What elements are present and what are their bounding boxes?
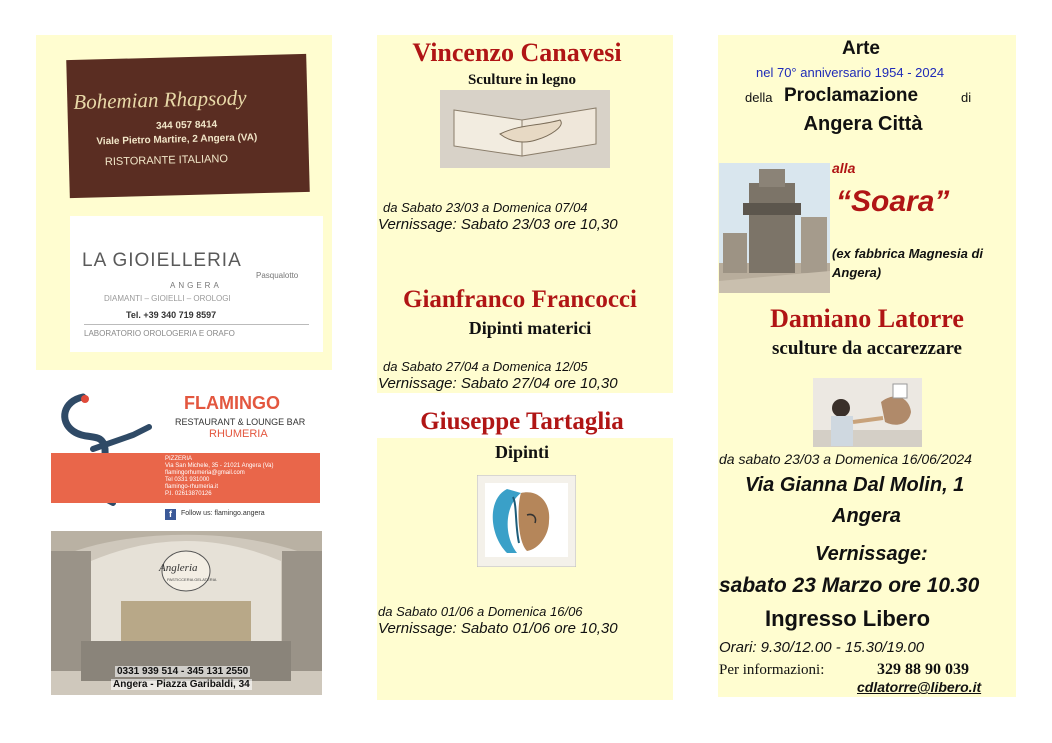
anniversary: nel 70° anniversario 1954 - 2024 <box>756 65 945 80</box>
angleria-phones: 0331 939 514 - 345 131 2550 <box>117 666 249 677</box>
info-label: Per informazioni: <box>719 662 825 678</box>
orari: Orari: 9.30/12.00 - 15.30/19.00 <box>719 639 925 656</box>
gioielleria-phone: Tel. +39 340 719 8597 <box>126 310 217 320</box>
vernissage-label: Vernissage: <box>815 543 928 565</box>
gioielleria-owner: Pasqualotto <box>256 271 299 280</box>
flamingo-follow: Follow us: flamingo.angera <box>181 510 265 517</box>
soara: “Soara” <box>836 185 950 218</box>
angleria-sub: PASTICCERIA GELATERIA <box>167 577 217 582</box>
ad-la-gioielleria <box>70 216 323 352</box>
gioielleria-lab: LABORATORIO OROLOGERIA E ORAFO <box>84 329 235 338</box>
artist2-dates: da Sabato 27/04 a Domenica 12/05 <box>383 359 588 374</box>
artist1-artwork <box>440 90 610 168</box>
venue-city: Angera <box>832 505 901 527</box>
contact-email[interactable]: cdlatorre@libero.it <box>857 679 982 695</box>
flamingo-name: FLAMINGO <box>184 393 280 413</box>
ex-fabbrica: (ex fabbrica Magnesia di Angera) <box>832 246 983 280</box>
ad-flamingo <box>51 383 320 528</box>
info-phone: 329 88 90 039 <box>877 661 969 678</box>
bohemian-address: Viale Pietro Martire, 2 Angera (VA) <box>96 132 258 148</box>
flamingo-info-line: PIZZERIA <box>165 456 193 462</box>
artist2-subtitle: Dipinti materici <box>468 318 592 338</box>
flamingo-line1: RESTAURANT & LOUNGE BAR <box>175 417 306 427</box>
damiano-name: Damiano Latorre <box>770 304 964 333</box>
flamingo-info <box>165 456 274 498</box>
flamingo-info-line: Via San Michele, 35 - 21021 Angera (Va) <box>165 463 274 469</box>
proclamazione: Proclamazione <box>784 85 919 106</box>
artist3-artwork <box>477 475 576 567</box>
damiano-dates: da sabato 23/03 a Domenica 16/06/2024 <box>719 451 972 467</box>
artist3-name: Giuseppe Tartaglia <box>420 408 624 435</box>
arte-title: Arte <box>841 38 880 59</box>
bohemian-name: Bohemian Rhapsody <box>73 85 247 114</box>
ad-angleria <box>51 531 322 695</box>
damiano-artwork <box>813 378 922 447</box>
artist1-vernissage: Vernissage: Sabato 23/03 ore 10,30 <box>378 216 618 233</box>
artist3-subtitle: Dipinti <box>494 442 550 462</box>
facebook-icon: f <box>165 509 176 520</box>
ingresso-libero: Ingresso Libero <box>765 606 931 631</box>
angleria-address: Angera - Piazza Garibaldi, 34 <box>113 679 250 690</box>
ad-bohemian-rhapsody <box>66 54 310 198</box>
venue-address: Via Gianna Dal Molin, 1 <box>745 474 965 496</box>
flamingo-info-line: P.I. 02613870126 <box>165 491 212 497</box>
gioielleria-services: DIAMANTI – GIOIELLI – OROLOGI <box>104 294 231 303</box>
vernissage-date: sabato 23 Marzo ore 10.30 <box>719 574 980 597</box>
soara-photo <box>719 163 830 293</box>
artist3-dates: da Sabato 01/06 a Domenica 16/06 <box>378 604 583 619</box>
flamingo-info-line: flamingorhumeria@gmail.com <box>165 470 245 476</box>
artist1-subtitle: Sculture in legno <box>467 72 577 88</box>
gioielleria-city: ANGERA <box>170 281 222 290</box>
artist1-name: Vincenzo Canavesi <box>412 38 622 67</box>
gioielleria-divider <box>84 324 309 325</box>
bohemian-phone: 344 057 8414 <box>155 119 218 132</box>
angera-citta: Angera Città <box>803 113 923 135</box>
bohemian-tagline: RISTORANTE ITALIANO <box>104 152 229 169</box>
alla: alla <box>832 160 856 176</box>
artist2-vernissage: Vernissage: Sabato 27/04 ore 10,30 <box>378 375 618 392</box>
di: di <box>961 90 972 105</box>
artist2-name: Gianfranco Francocci <box>403 286 637 313</box>
flamingo-info-line: Tel 0331 931000 <box>165 477 210 483</box>
angleria-name: Angleria <box>159 562 198 574</box>
damiano-subtitle: sculture da accarezzare <box>772 338 962 359</box>
flamingo-line2: RHUMERIA <box>209 428 268 440</box>
gioielleria-name: LA GIOIELLERIA <box>82 250 242 271</box>
flamingo-info-line: flamingo-rhumeria.it <box>165 484 219 490</box>
artist1-dates: da Sabato 23/03 a Domenica 07/04 <box>383 200 588 215</box>
della: della <box>745 90 773 105</box>
artist3-vernissage: Vernissage: Sabato 01/06 ore 10,30 <box>378 620 618 637</box>
